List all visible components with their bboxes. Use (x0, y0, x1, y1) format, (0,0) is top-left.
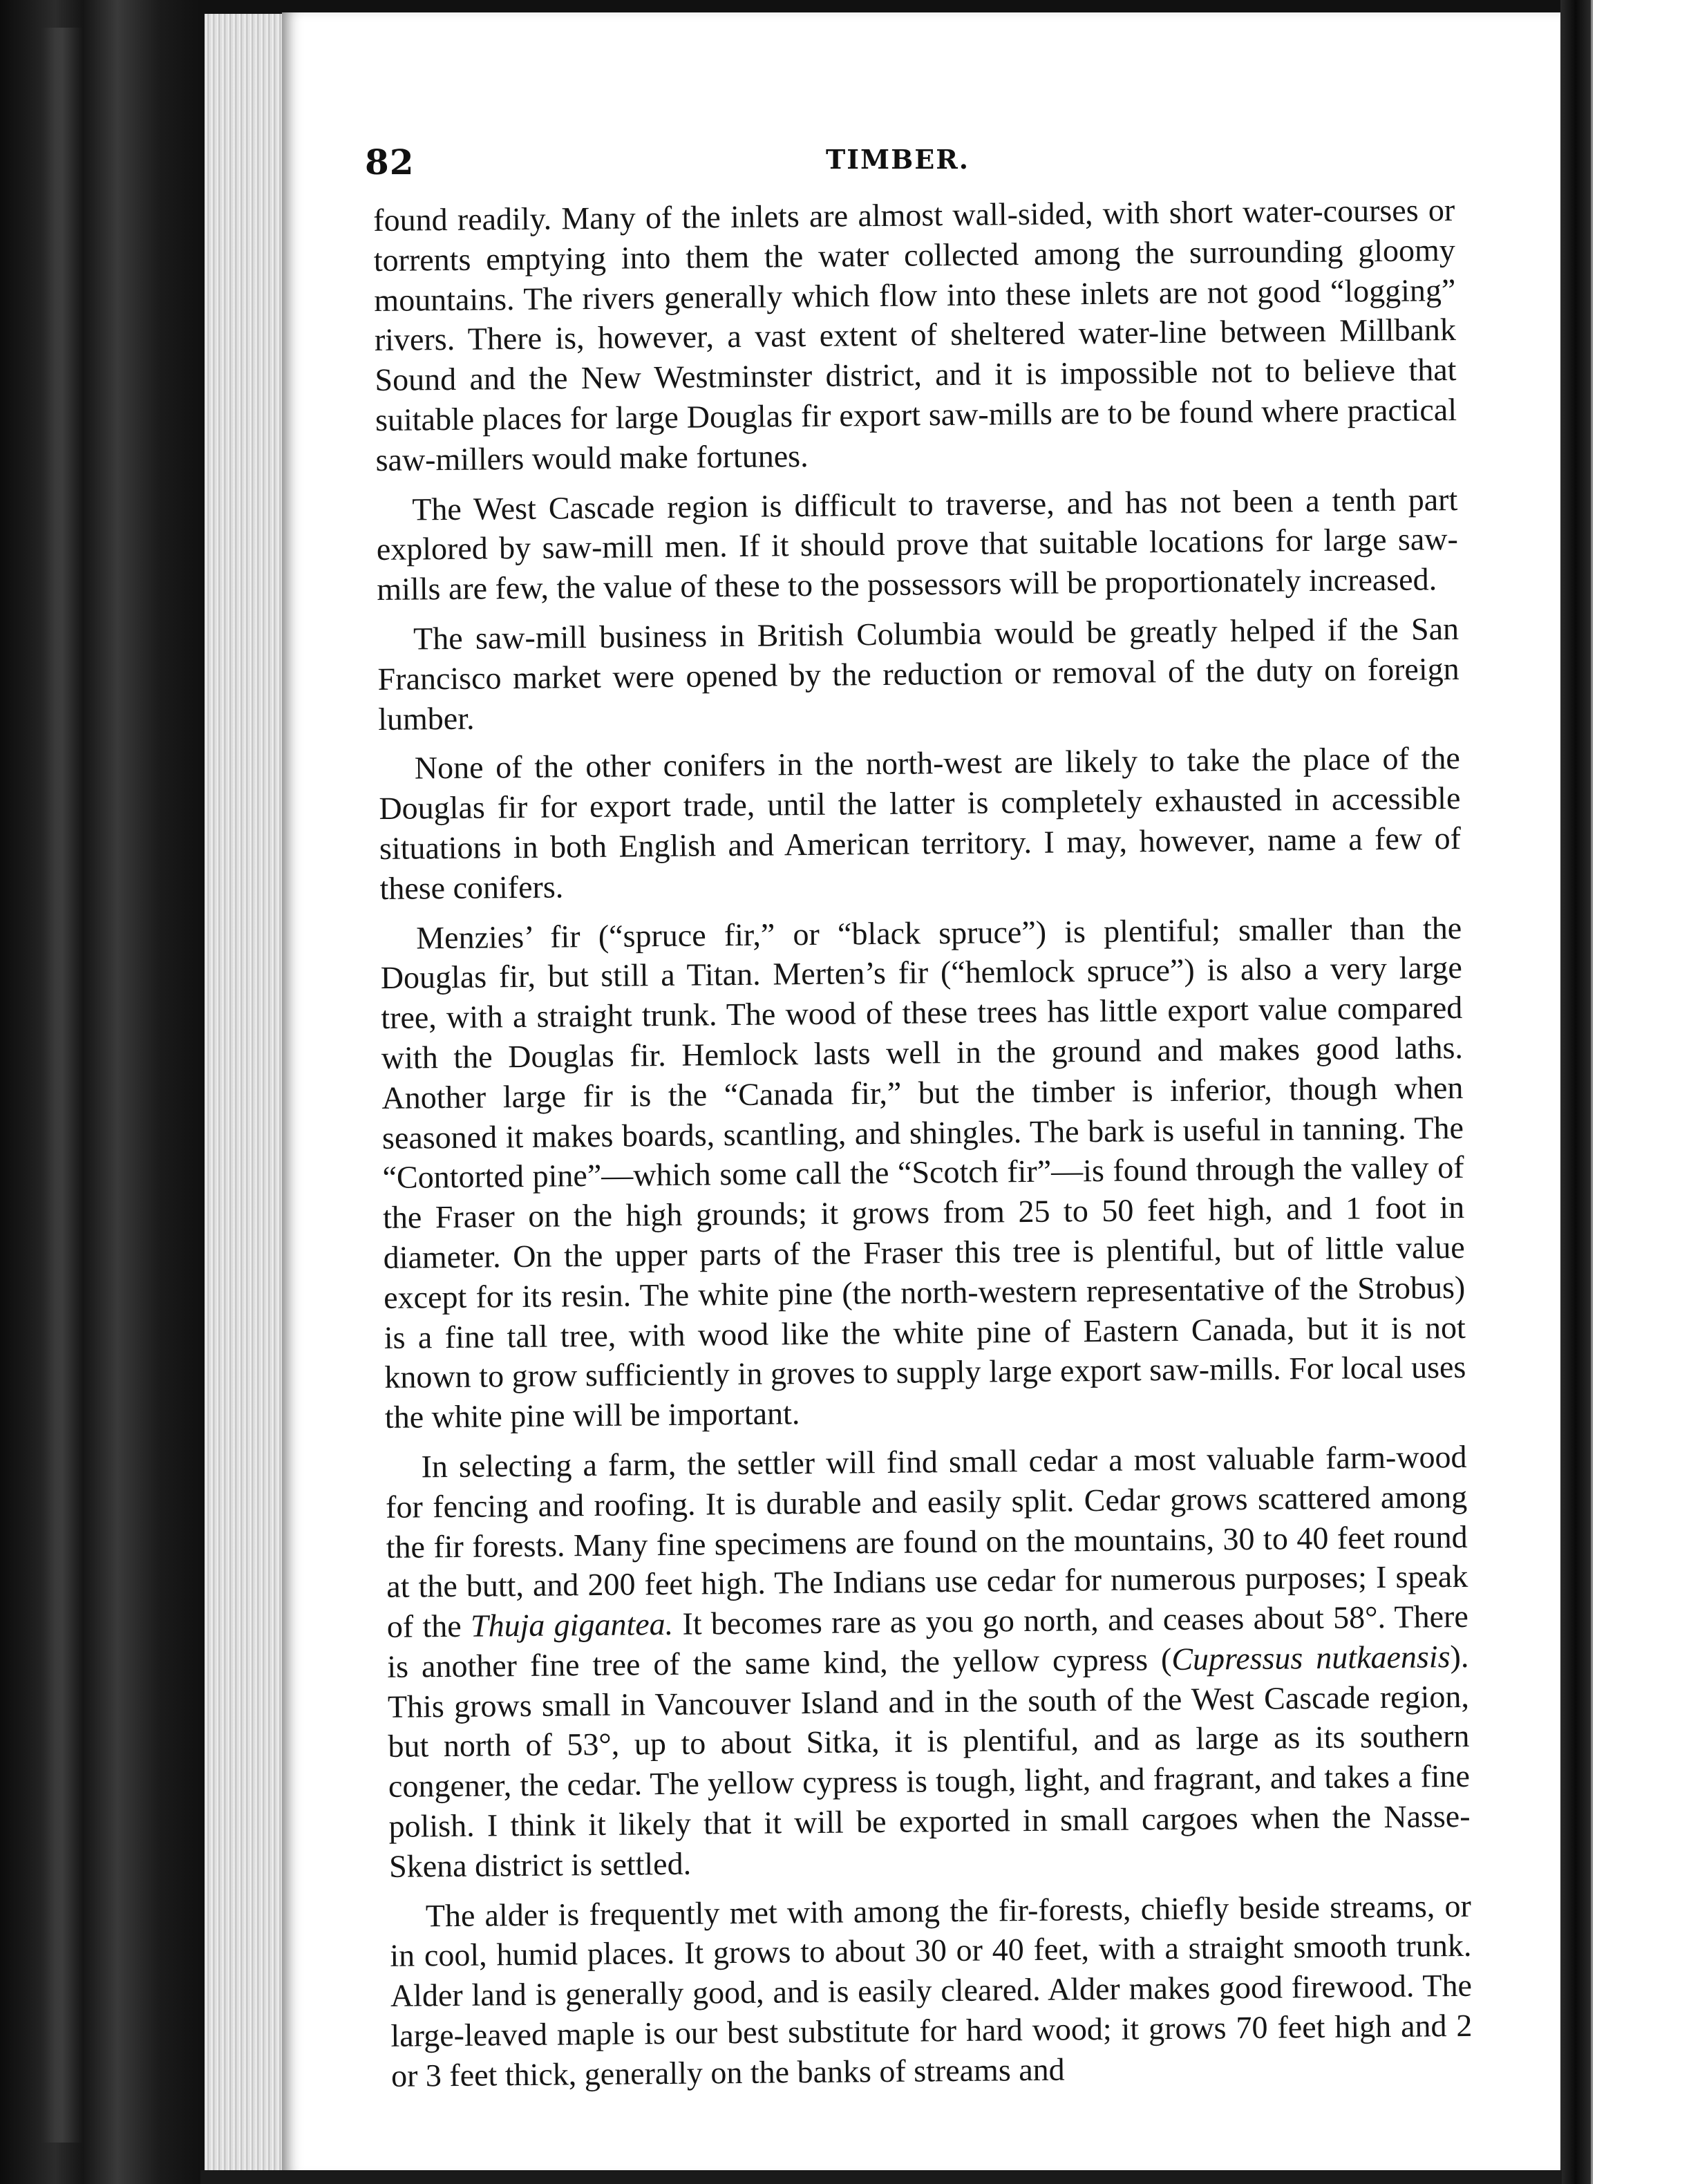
spine-highlight (41, 28, 83, 2143)
body-text (373, 190, 1473, 2106)
right-gutter (1560, 0, 1591, 2184)
species-name: Thuja gigantea. (470, 1606, 674, 1644)
paragraph: found readily. Many of the inlets are almost wall-sided, with short water-courses or torrents emptying into them the water collected among the surrounding gloomy mountains. The rivers generally which flow into these inlets are not good “logging” rivers. There is, however, a vast extent of sheltered water-line between Millbank Sound and the New Westminster district, and it is impossible not to believe that suitable places for large Douglas fir export saw-mills are to be found where practical saw-millers would make fortunes. (373, 191, 1457, 478)
paragraph: Menzies’ fir (“spruce fir,” or “black spruce”) is plentiful; smaller than the Douglas fir, but still a Titan. Merten’s fir (“hemlock spruce”) is also a very large tree, with a straight trunk. The wood of these trees has little export value compared with the Douglas fir. Hemlock lasts well in the ground and makes good laths. Another large fir is the “Canada fir,” but the timber is inferior, though when seasoned it makes boards, scantling, and shingles. The bark is useful in tanning. The “Contorted pine”—which some call the “Scotch fir”—is found through the valley of the Fraser on the high grounds; it grows from 25 to 50 feet high, and 1 foot in diameter. On the upper parts of the Fraser this tree is plentiful, but of little value except for its resin. The white pine (the north-western representative of the Strobus) is a fine tall tree, with wood like the white pine of Eastern Canada, but it is not known to grow sufficiently in groves to supply large export saw-mills. For local uses the white pine will be important. (380, 910, 1466, 1435)
species-name: Cupressus nutkaensis (1171, 1639, 1451, 1677)
next-page-edge (1591, 0, 1700, 2184)
page-number: 82 (365, 142, 415, 182)
text-run: ). This grows small in Vancouver Island and in the south of the West Cascade region, but north of 53°, up to about Sitka, it is plentiful, and as large as its southern congener, the cedar. The yellow cypress is tough, light, and fragrant, and takes a fine polish. I think it likely that it will be exported in small cargoes when the Nasse-Skena district is settled. (387, 1638, 1471, 1884)
paragraph: The saw-mill business in British Columbia would be greatly helped if the San Francisco market were opened by the reduction or removal of the duty on foreign lumber. (377, 610, 1460, 737)
paragraph (385, 1437, 1471, 1887)
text-run: In selecting a farm, the settler will find small cedar a most valuable farm-wood for fencing and roofing. It is durable and easily split. Cedar grows scattered among the fir forests. Many fine specimens are found on the mountains, 30 to 40 feet round at the butt, and 200 feet high. The Indians use cedar for numerous purposes; I speak of the (385, 1438, 1468, 1644)
page-edges (200, 14, 287, 2177)
page-bottom-shadow (200, 2170, 1562, 2184)
paragraph: The West Cascade region is difficult to traverse, and has not been a tenth part explored by saw-mill men. If it should prove that suitable locations for large saw-mills are few, the value of these to the possessors will be proportionately increased. (376, 481, 1459, 608)
paragraph: None of the other conifers in the north-west are likely to take the place of the Douglas fir for export trade, until the latter is completely exhausted in accessible situations in both English and American territory. I may, however, name a few of these conifers. (379, 740, 1462, 906)
running-head: TIMBER. (826, 144, 970, 175)
text-run: It becomes rare as you go north, and ceases about 58°. There is another fine tree of the same kind, the yellow cypress ( (387, 1598, 1468, 1684)
book-spine (0, 0, 207, 2184)
paragraph: The alder is frequently met with among the fir-forests, chiefly beside streams, or in cool, humid places. It grows to about 30 or 40 feet, with a straight smooth trunk. Alder land is generally good, and is easily cleared. Alder makes good firewood. The large-leaved maple is our best substitute for hard wood; it grows 70 feet high and 2 or 3 feet thick, generally on the banks of streams and (390, 1888, 1473, 2093)
